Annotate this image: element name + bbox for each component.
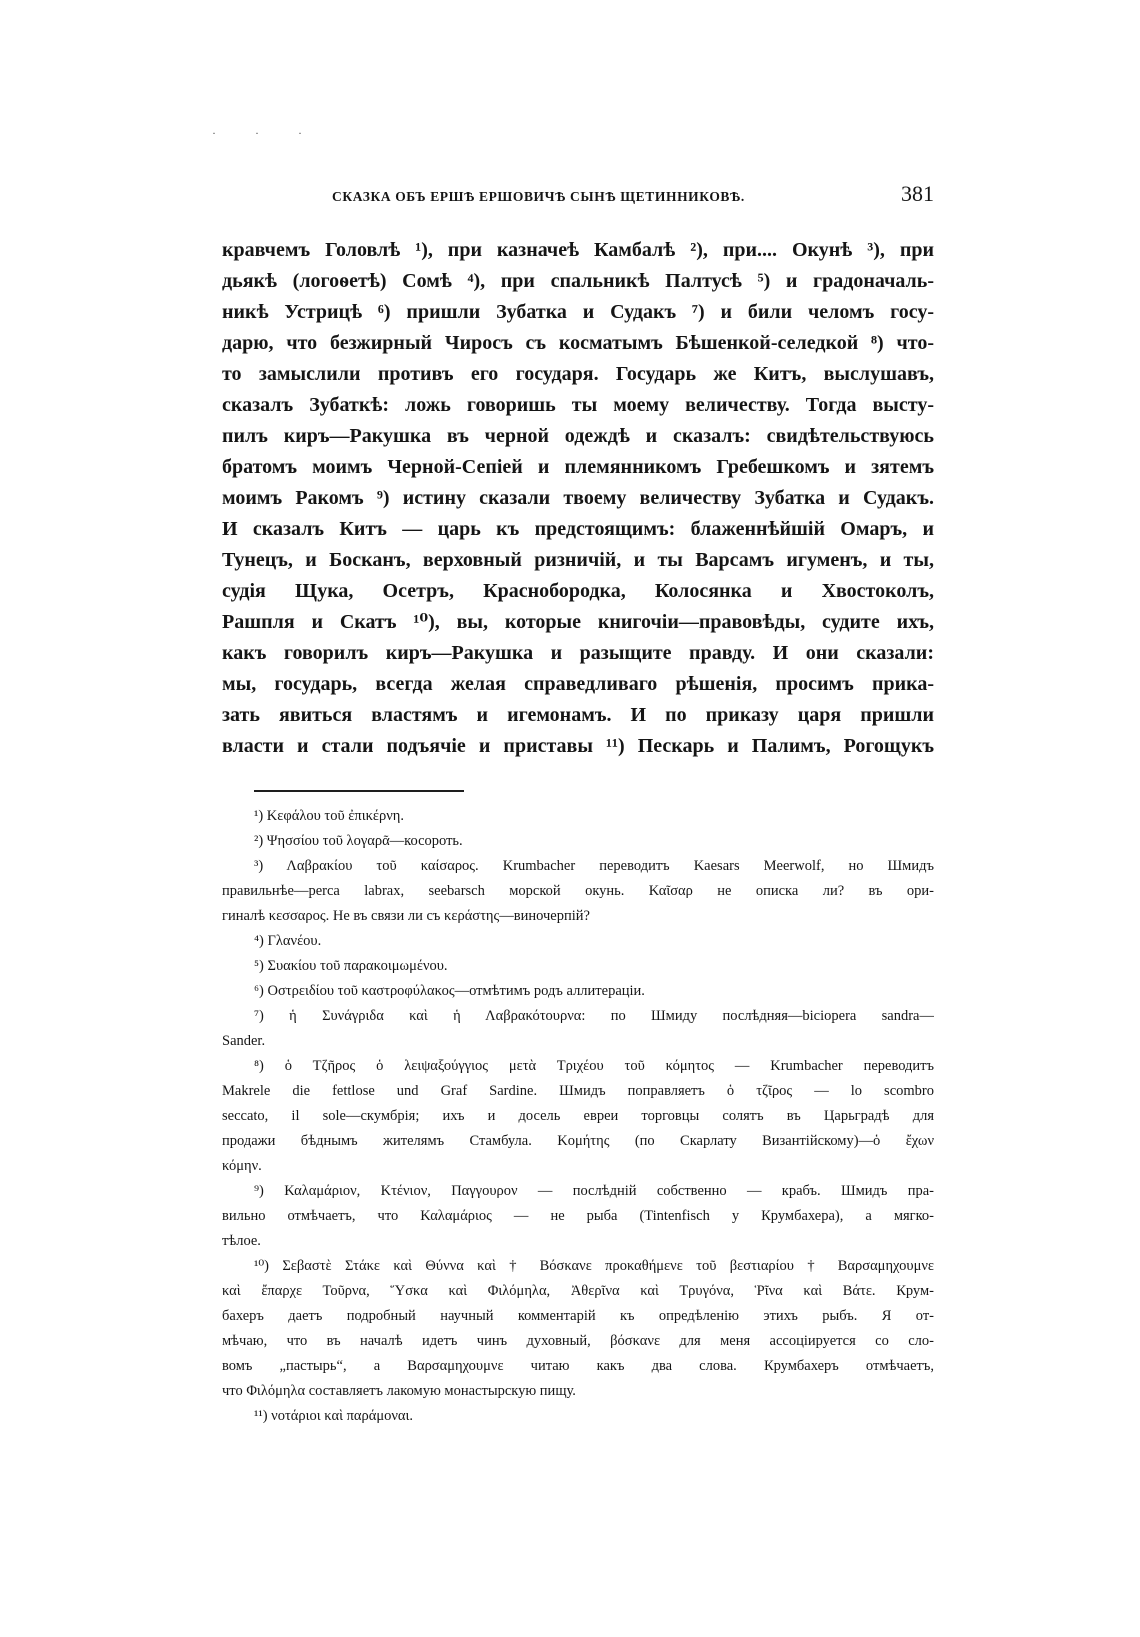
text-line: судія Щука, Осетръ, Краснобородка, Колосянка и Хвостоколъ,	[222, 580, 934, 602]
footnote-line: гиналѣ κεσσαρος. Не въ связи ли съ κεράστης—виночерпій?	[222, 908, 590, 924]
footnote-3	[222, 854, 934, 929]
footnote-line: что Φιλόμηλα составляетъ лакомую монастырскую пищу.	[222, 1383, 576, 1399]
footnote-line: seccato, il sole—скумбрія; ихъ и досель евреи торговцы солятъ въ Царьградѣ для	[222, 1108, 934, 1124]
footnotes	[222, 804, 934, 1429]
footnote-line: ²) Ψησσίου τοῦ λογαρᾶ—косороть.	[254, 833, 463, 849]
footnote-rule	[254, 790, 464, 792]
text-line: дьякѣ (логоѳетѣ) Сомѣ ⁴), при спальникѣ Палтусѣ ⁵) и градоначаль-	[222, 270, 934, 292]
text-line: зать явиться властямъ и игемонамъ. И по приказу царя пришли	[222, 704, 934, 726]
footnote-line: мѣчаю, что въ началѣ идетъ чинъ духовный, βόσκανε для меня ассоціируется со сло-	[222, 1333, 934, 1349]
text-line: Тунецъ, и Босканъ, верховный ризничій, и ты Варсамъ игуменъ, и ты,	[222, 549, 934, 571]
footnote-11	[222, 1404, 934, 1429]
text-line: никѣ Устрицѣ ⁶) пришли Зубатка и Судакъ ⁷) и били челомъ госу-	[222, 301, 934, 323]
footnote-line: ¹⁰) Σεβαστὲ Στάκε καὶ Θύννα καὶ † Βόσκανε προκαθήμενε τοῦ βεστιαρίου † Βαρσαμηχουμνε	[254, 1258, 934, 1274]
footnote-line: ¹¹) νοτάριοι καὶ παράμοναι.	[254, 1408, 414, 1424]
text-line: сказалъ Зубаткѣ: ложь говоришь ты моему величеству. Тогда высту-	[222, 394, 934, 416]
text-line: моимъ Ракомъ ⁹) истину сказали твоему величеству Зубатка и Судакъ.	[222, 487, 934, 509]
footnote-line: вомъ „пастырь“, а Βαρσαμηχουμνε читаю какъ два слова. Крумбахеръ отмѣчаетъ,	[222, 1358, 934, 1374]
footnote-line: продажи бѣднымъ жителямъ Стамбула. Κομήτης (по Скарлату Византійскому)—ὁ ἔχων	[222, 1133, 934, 1149]
running-head	[222, 175, 934, 215]
footnote-2	[222, 829, 934, 854]
scan-specks: · · ·	[212, 126, 320, 140]
footnote-line: ⁶) Οστρειδίου τοῦ καστροφύλακος—отмѣтимъ родъ аллитераціи.	[254, 983, 645, 999]
text-line: братомъ моимъ Черной-Сепіей и племянникомъ Гребешкомъ и зятемъ	[222, 456, 934, 478]
footnote-line: ⁴) Γλανέου.	[254, 933, 322, 949]
text-line: власти и стали подъячіе и приставы ¹¹) Пескарь и Палимъ, Рогощукъ	[222, 735, 934, 757]
text-line: кравчемъ Головлѣ ¹), при казначеѣ Камбалѣ ²), при.... Окунѣ ³), при	[222, 239, 934, 261]
footnote-line: κόμην.	[222, 1158, 262, 1174]
footnote-line: правильнѣе—perca labrax, seebarsch морской окунь. Καῖσαρ не описка ли? въ ори-	[222, 883, 934, 899]
footnote-line: ³) Λαβρακίου τοῦ καίσαρος. Krumbacher переводитъ Kaesars Meerwolf, но Шмидъ	[254, 858, 934, 874]
footnote-line: ⁸) ὁ Τζῆρος ὁ λειψαξούγγιος μετὰ Τριχέου τοῦ κόμητος — Krumbacher переводитъ	[254, 1058, 934, 1074]
footnote-6	[222, 979, 934, 1004]
footnote-5	[222, 954, 934, 979]
footnote-line: Makrele die fettlose und Graf Sardine. Шмидъ поправляетъ ὁ τζῖρος — lo scombro	[222, 1083, 934, 1099]
footnote-line: тѣлое.	[222, 1233, 261, 1249]
text-line: дарю, что безжирный Чиросъ съ косматымъ Бѣшенкой-селедкой ⁸) что-	[222, 332, 934, 354]
footnote-line: вильно отмѣчаетъ, что Καλαμάριος — не рыба (Tintenfisch у Крумбахера), а мягко-	[222, 1208, 934, 1224]
footnote-line: καὶ ἔπαρχε Τοῦρνα, Ὕσκα καὶ Φιλόμηλα, Ἀθερῖνα καὶ Τρυγόνα, Ῥῖνα καὶ Βάτε. Крум-	[222, 1283, 934, 1299]
text-line: Рашпля и Скатъ ¹⁰), вы, которые книгочіи—правовѣды, судите ихъ,	[222, 611, 934, 633]
footnote-10	[222, 1254, 934, 1404]
text-line: то замыслили противъ его государя. Государь же Китъ, выслушавъ,	[222, 363, 934, 385]
running-title: СКАЗКА ОБЪ ЕРШѢ ЕРШОВИЧѢ СЫНѢ ЩЕТИННИКОВѢ.	[332, 189, 745, 204]
footnote-9	[222, 1179, 934, 1254]
footnote-4	[222, 929, 934, 954]
text-line: мы, государь, всегда желая справедливаго рѣшенія, просимъ прика-	[222, 673, 934, 695]
footnote-8	[222, 1054, 934, 1179]
footnote-line: ⁹) Καλαμάριον, Κτένιον, Παγγουρον — послѣдній собственно — крабъ. Шмидъ пра-	[254, 1183, 934, 1199]
text-line: пилъ киръ—Ракушка въ черной одеждѣ и сказалъ: свидѣтельствуюсь	[222, 425, 934, 447]
page-number: 381	[901, 181, 934, 206]
footnote-line: ⁷) ἡ Συνάγριδα καὶ ἡ Λαβρακότουρνα: по Шмиду послѣдняя—biciopera sandra—	[254, 1008, 934, 1024]
footnote-7	[222, 1004, 934, 1054]
footnote-line: ¹) Κεφάλου τοῦ ἐπικέρνη.	[254, 808, 404, 824]
footnote-line: Sander.	[222, 1033, 266, 1049]
footnote-1	[222, 804, 934, 829]
footnote-line: ⁵) Συακίου τοῦ παρακοιμωμένου.	[254, 958, 448, 974]
text-line: какъ говорилъ киръ—Ракушка и разыщите правду. И они сказали:	[222, 642, 934, 664]
main-text	[222, 235, 934, 762]
footnote-line: бахеръ даетъ подробный научный комментарій къ опредѣленію этихъ рыбъ. Я от-	[222, 1308, 934, 1324]
book-page	[222, 175, 934, 1429]
text-line: И сказалъ Китъ — царь къ предстоящимъ: блаженнѣйшій Омаръ, и	[222, 518, 934, 540]
